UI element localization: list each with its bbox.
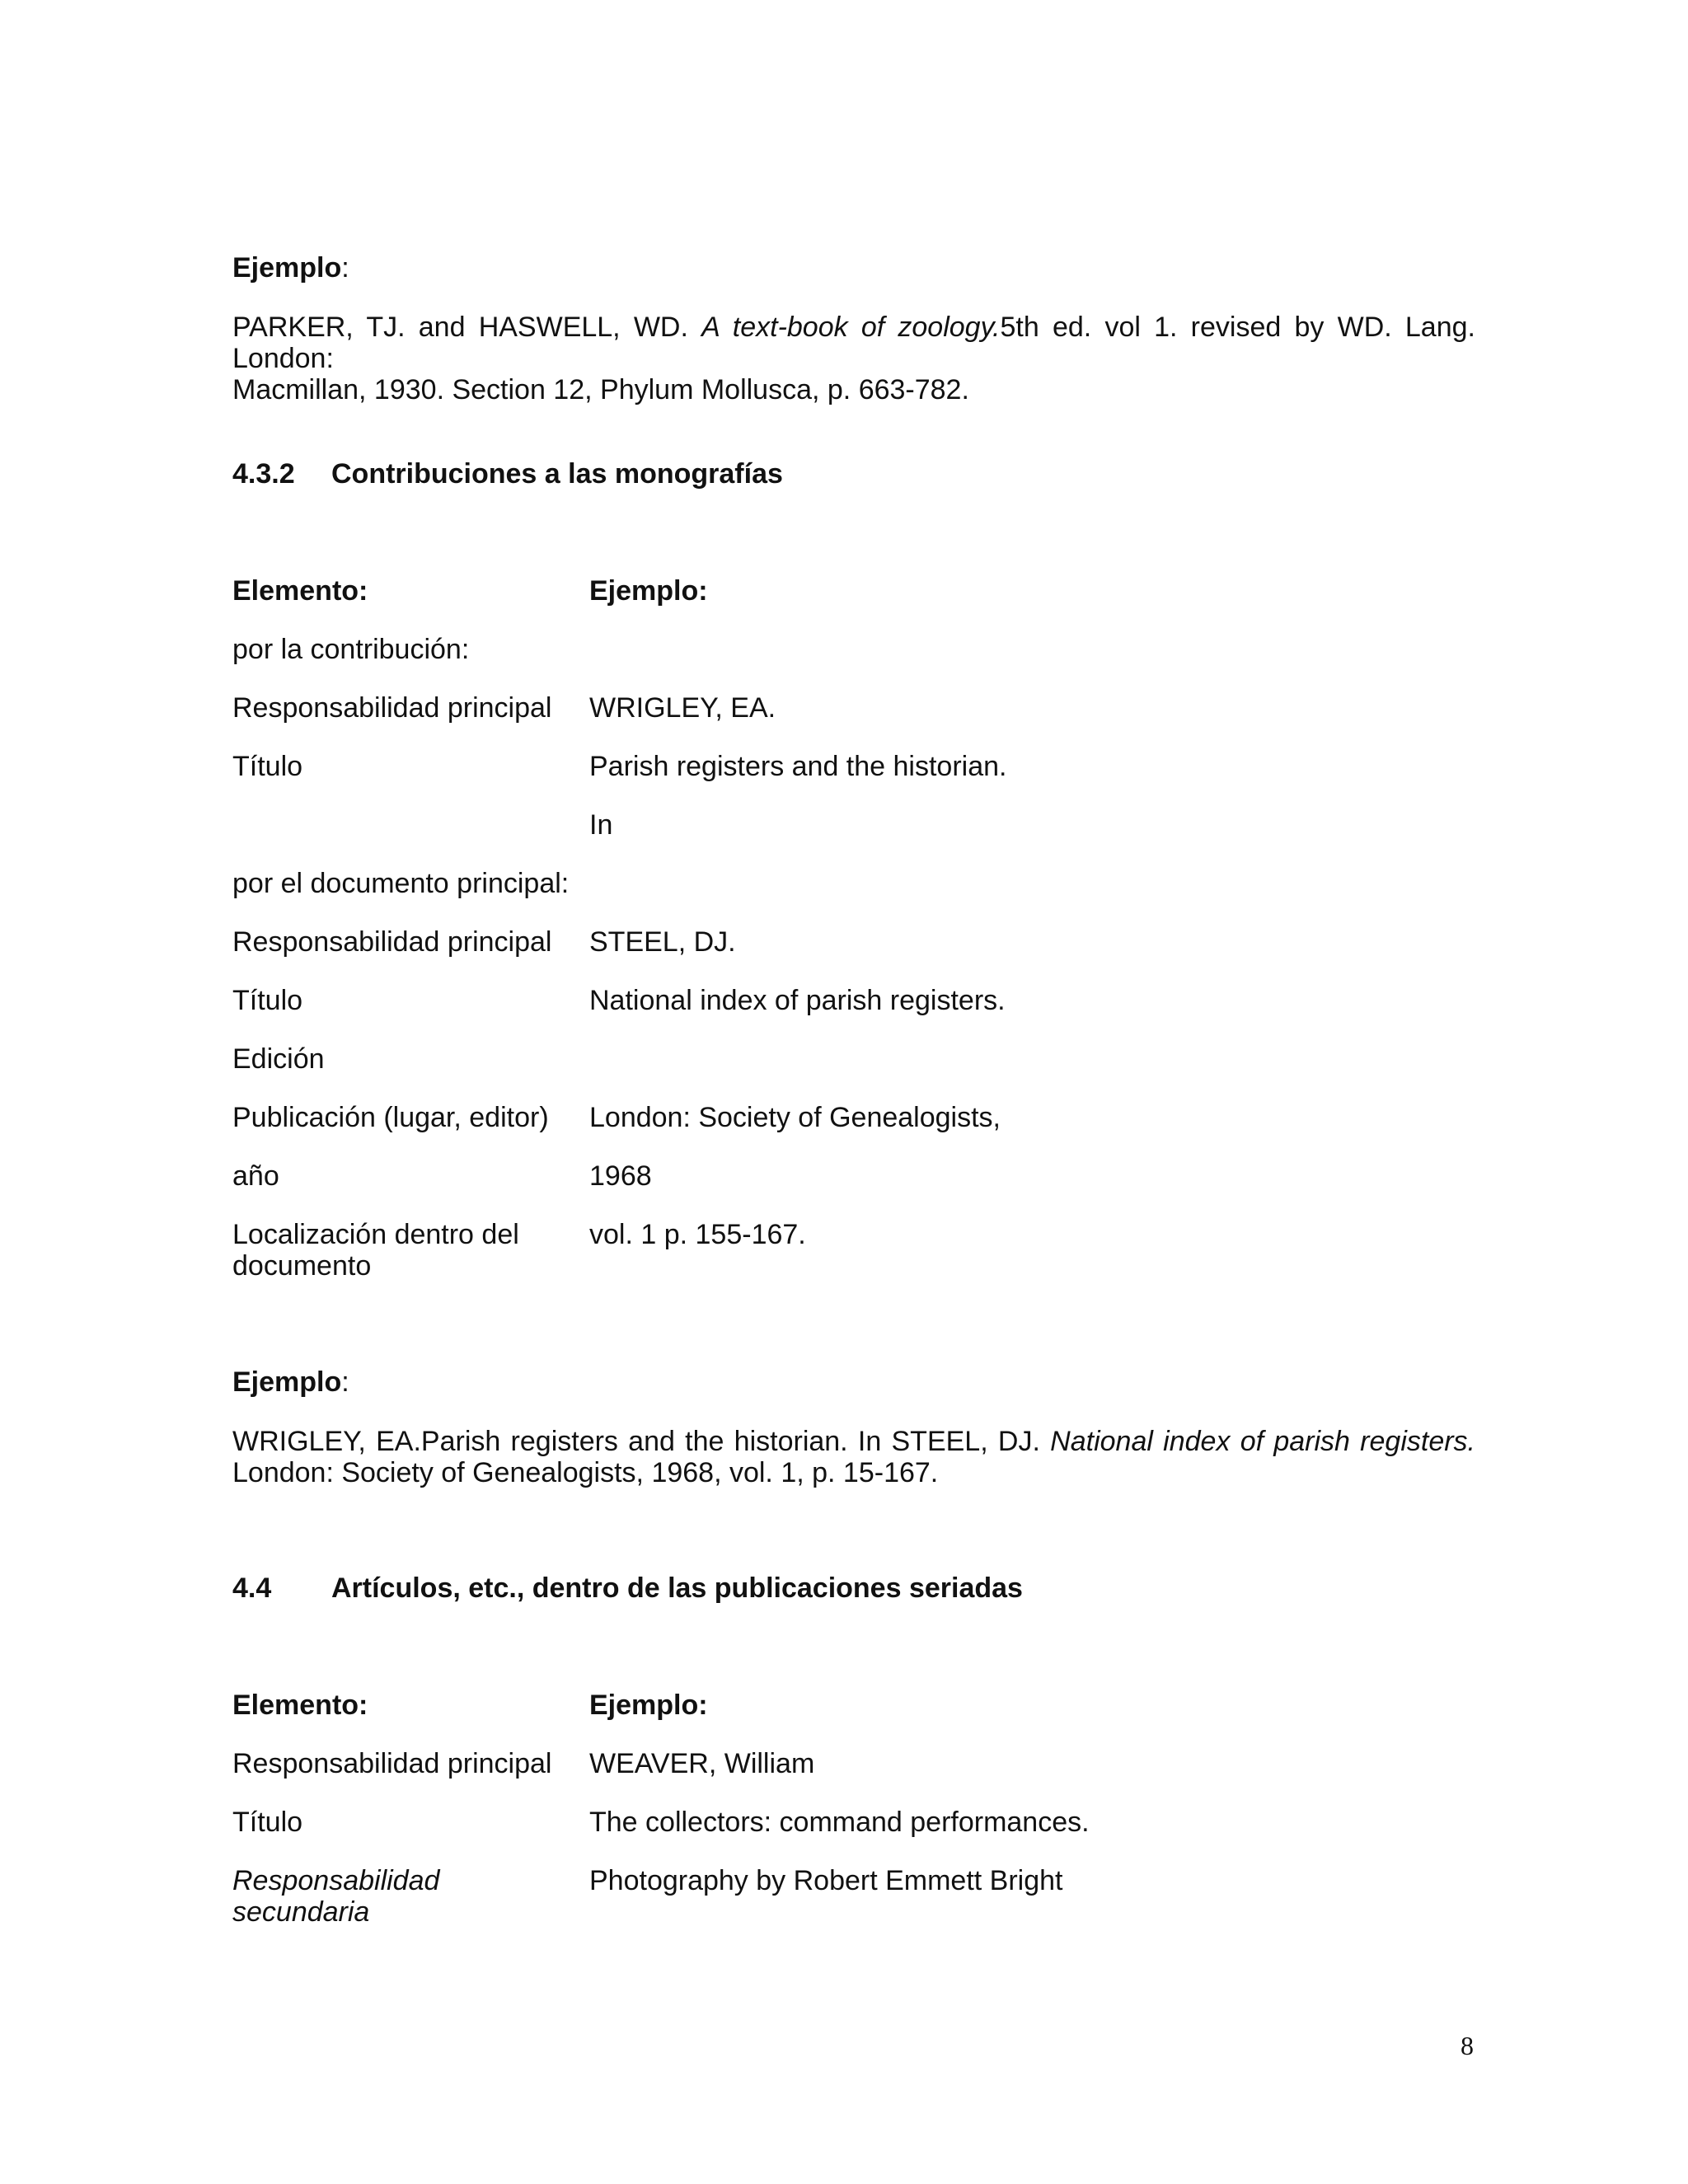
row-label: Responsabilidad secundaria xyxy=(232,1865,440,1928)
example-label-text: Ejemplo xyxy=(232,252,342,284)
section-number-44: 4.4 xyxy=(232,1572,272,1604)
column-header-elemento: Elemento: xyxy=(232,575,368,607)
row-label: Responsabilidad principal xyxy=(232,926,552,958)
section-title-44: Artículos, etc., dentro de las publicaciones seriadas xyxy=(331,1572,1023,1604)
row-value: In xyxy=(589,809,613,841)
reference-wrigley-authors: WRIGLEY, EA.Parish registers and the historian. In STEEL, DJ. xyxy=(232,1426,1051,1457)
example-label-colon: : xyxy=(341,1366,349,1398)
row-value: Parish registers and the historian. xyxy=(589,751,1007,782)
reference-wrigley-line1 xyxy=(232,1426,1475,1457)
example-label-432 xyxy=(232,1366,349,1398)
row-label: Responsabilidad principal xyxy=(232,692,552,724)
reference-parker-authors: PARKER, TJ. and HASWELL, WD. xyxy=(232,312,702,343)
reference-parker xyxy=(232,312,1475,405)
example-label-top xyxy=(232,252,349,284)
page-number: 8 xyxy=(1461,2031,1474,2060)
section-heading-44 xyxy=(232,1572,1023,1604)
reference-parker-title: A text-book of zoology. xyxy=(701,312,1001,343)
example-label-colon: : xyxy=(341,252,349,284)
reference-wrigley-line2: London: Society of Genealogists, 1968, vol. 1, p. 15-167. xyxy=(232,1457,939,1488)
column-header-ejemplo: Ejemplo: xyxy=(589,1690,708,1721)
row-label: Responsabilidad principal xyxy=(232,1748,552,1779)
column-header-elemento: Elemento: xyxy=(232,1690,368,1721)
row-value: STEEL, DJ. xyxy=(589,926,736,958)
reference-parker-details: 5th ed. vol 1. revised by WD. Lang. London: xyxy=(232,312,1475,374)
row-label: Publicación (lugar, editor) xyxy=(232,1102,549,1133)
section-heading-432 xyxy=(232,458,783,490)
row-label: Título xyxy=(232,751,303,782)
row-value: National index of parish registers. xyxy=(589,985,1006,1016)
row-value: London: Society of Genealogists, xyxy=(589,1102,1001,1133)
example-label-text: Ejemplo xyxy=(232,1366,342,1398)
row-label: Edición xyxy=(232,1043,325,1075)
row-label: por el documento principal: xyxy=(232,868,570,899)
section-title-432: Contribuciones a las monografías xyxy=(331,458,783,490)
reference-parker-line1 xyxy=(232,312,1475,374)
row-label: Título xyxy=(232,1807,303,1838)
reference-parker-line2: Macmillan, 1930. Section 12, Phylum Mollusca, p. 663-782. xyxy=(232,374,969,405)
row-value: The collectors: command performances. xyxy=(589,1807,1090,1838)
section-number-432: 4.3.2 xyxy=(232,458,295,490)
row-value: WRIGLEY, EA. xyxy=(589,692,776,724)
row-value: vol. 1 p. 155-167. xyxy=(589,1219,806,1250)
row-label: Título xyxy=(232,985,303,1016)
row-label: por la contribución: xyxy=(232,634,470,665)
reference-wrigley xyxy=(232,1426,1475,1488)
row-value: Photography by Robert Emmett Bright xyxy=(589,1865,1063,1896)
column-header-ejemplo: Ejemplo: xyxy=(589,575,708,607)
row-value: 1968 xyxy=(589,1160,652,1192)
row-value: WEAVER, William xyxy=(589,1748,815,1779)
row-label: año xyxy=(232,1160,279,1192)
reference-wrigley-title: National index of parish registers. xyxy=(1050,1426,1475,1457)
row-label: Localización dentro del documento xyxy=(232,1219,519,1282)
